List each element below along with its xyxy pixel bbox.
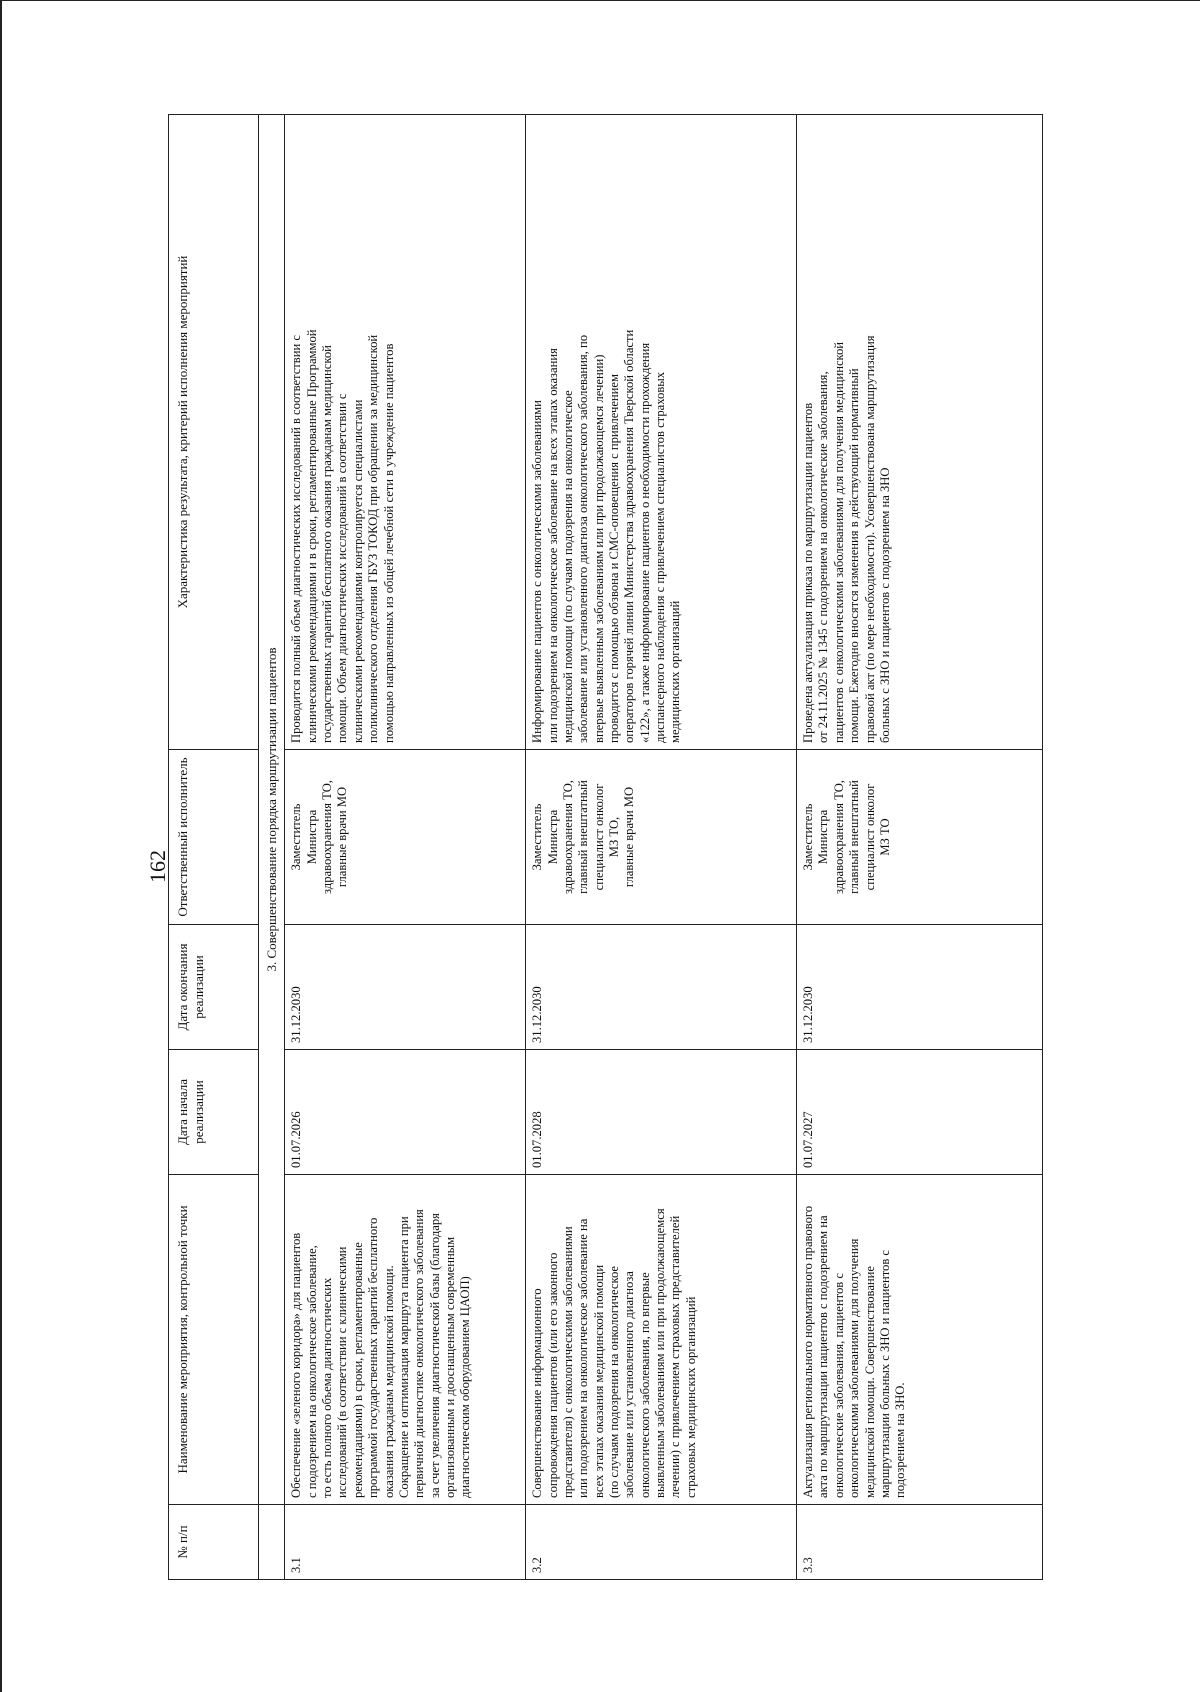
row-number: 3.3 bbox=[797, 1505, 1043, 1580]
end-date: 31.12.2030 bbox=[285, 925, 526, 1050]
table-header-row bbox=[169, 115, 259, 1580]
rotated-table-container bbox=[168, 115, 1043, 1580]
characteristic: Проведена актуализация приказа по маршрутизации пациентов от 24.11.2025 № 1345 с подозрением на онкологические заболевания, пациентов с онкологическими заболеваниями для получения медицинской помощи. Ежегодно вносятся изменения в действующий нормативный правовой акт (по мере необходимости). Усовершенствована маршрутизация больных с ЗНО и пациентов с подозрением на ЗНО bbox=[797, 115, 1043, 750]
responsible: Заместитель Министра здравоохранения ТО, главные врачи МО bbox=[285, 750, 526, 925]
row-number: 3.1 bbox=[285, 1505, 526, 1580]
section-row bbox=[259, 115, 285, 1580]
table-row bbox=[526, 115, 797, 1580]
responsible: Заместитель Министра здравоохранения ТО, главный внештатный специалист онколог МЗ ТО bbox=[797, 750, 1043, 925]
header-name: Наименование мероприятия, контрольной точки bbox=[169, 1175, 259, 1505]
start-date: 01.07.2027 bbox=[797, 1050, 1043, 1175]
characteristic: Информирование пациентов с онкологическими заболеваниями или подозрением на онкологическое заболевание на всех этапах оказания медицинской помощи (по случаям подозрения на онкологическое заболевание или установленного диагноза онкологического заболевания, по впервые выявленным заболеваниям или при продолжающемся лечении) проводится с помощью обзвона и СМС-оповещения с привлечением операторов горячей линии Министерства здравоохранения Тверской области «122», а также информирование пациентов о необходимости прохождения диспансерного наблюдения с привлечением специалистов страховых медицинских организаций bbox=[526, 115, 797, 750]
scan-border-left bbox=[0, 0, 2, 1692]
table-row bbox=[285, 115, 526, 1580]
start-date: 01.07.2028 bbox=[526, 1050, 797, 1175]
measure-name: Обеспечение «зеленого коридора» для пациентов с подозрением на онкологическое заболевание, то есть полного объема диагностических исследований (в соответствии с клиническими рекомендациями) в сроки, регламентированные программой государственных гарантий бесплатного оказания гражданам медицинской помощи. Сокращение и оптимизация маршрута пациента при первичной диагностике онкологического заболевания за счет увеличения диагностической базы (благодаря организованным и дооснащенным современным диагностическим оборудованием ЦАОП) bbox=[285, 1175, 526, 1505]
page-number: 162 bbox=[145, 850, 170, 883]
measure-name: Совершенствование информационного сопровождения пациентов (или его законного представителя) с онкологическими заболеваниями или подозрением на онкологическое заболевание на всех этапах оказания медицинской помощи (по случаям подозрения на онкологическое заболевание или установленного диагноза онкологического заболевания, по впервые выявленным заболеваниям или при продолжающемся лечении) с привлечением страховых представителей страховых медицинских организаций bbox=[526, 1175, 797, 1505]
header-end-date: Дата окончания реализации bbox=[169, 925, 259, 1050]
start-date: 01.07.2026 bbox=[285, 1050, 526, 1175]
measure-name: Актуализация регионального нормативного правового акта по маршрутизации пациентов с подозрением на онкологические заболевания, пациентов с онкологическими заболеваниями для получения медицинской помощи. Совершенствование маршрутизации больных с ЗНО и пациентов с подозрением на ЗНО. bbox=[797, 1175, 1043, 1505]
measures-table bbox=[168, 114, 1043, 1580]
section-title: 3. Совершенствование порядка маршрутизации пациентов bbox=[259, 115, 285, 1505]
section-empty-cell bbox=[259, 1505, 285, 1580]
table-row bbox=[797, 115, 1043, 1580]
scan-border-top bbox=[0, 0, 1200, 1]
header-responsible: Ответственный исполнитель bbox=[169, 750, 259, 925]
responsible: Заместитель Министра здравоохранения ТО, главный внештатный специалист онколог МЗ ТО, главные врачи МО bbox=[526, 750, 797, 925]
header-start-date: Дата начала реализации bbox=[169, 1050, 259, 1175]
end-date: 31.12.2030 bbox=[797, 925, 1043, 1050]
header-characteristic: Характеристика результата, критерий исполнения мероприятий bbox=[169, 115, 259, 750]
end-date: 31.12.2030 bbox=[526, 925, 797, 1050]
row-number: 3.2 bbox=[526, 1505, 797, 1580]
characteristic: Проводится полный объем диагностических исследований в соответствии с клиническими рекомендациями и в сроки, регламентированные Программой государственных гарантий бесплатного оказания гражданам медицинской помощи. Объем диагностических исследований в соответствии с клиническими рекомендациями контролируется специалистами поликлинического отделения ГБУЗ ТОКОД при обращении за медицинской помощью направленных из общей лечебной сети в учреждение пациентов bbox=[285, 115, 526, 750]
header-number: № п/п bbox=[169, 1505, 259, 1580]
